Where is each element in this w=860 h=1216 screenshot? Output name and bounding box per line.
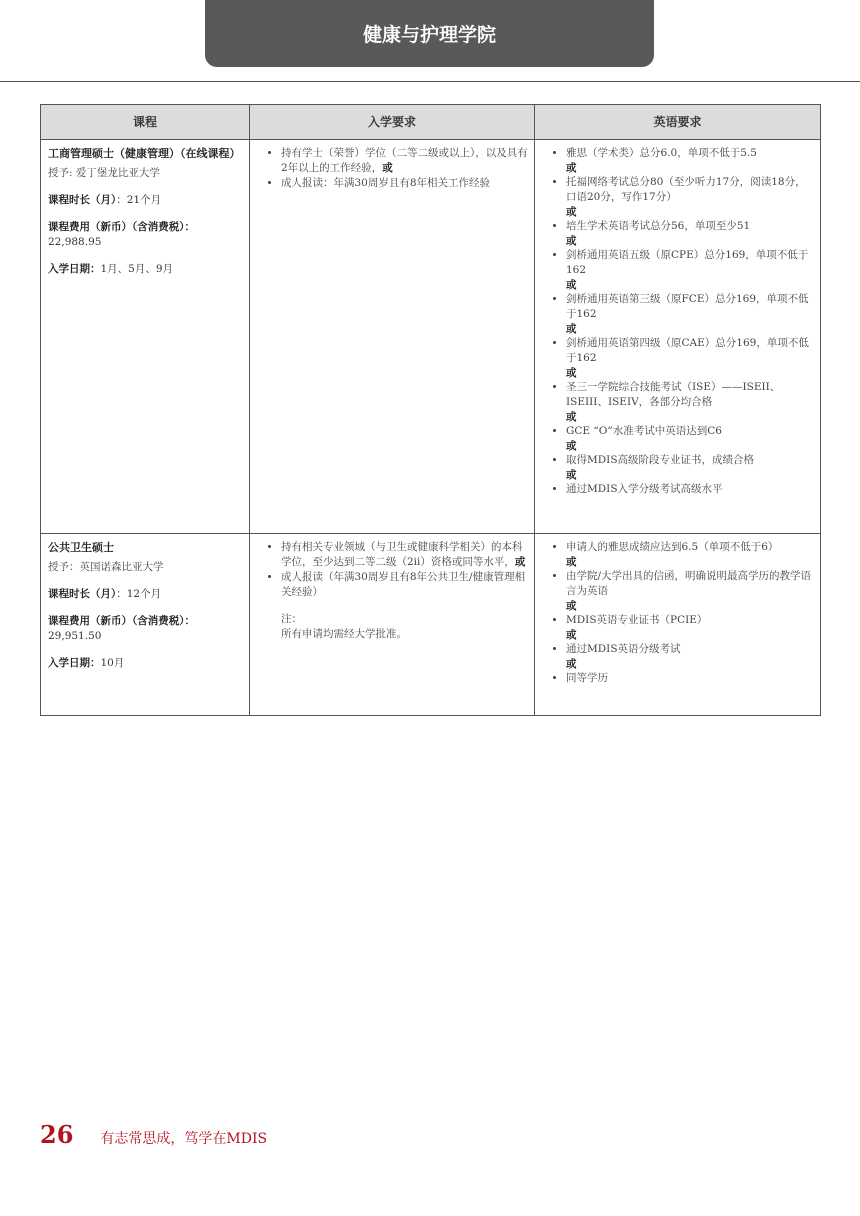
or-connector: 或 [514, 556, 526, 568]
list-item: • 剑桥通用英语第四级（原CAE）总分169，单项不低于162 [566, 336, 814, 366]
entry-requirements-cell [250, 534, 535, 716]
or-separator: 或 [566, 469, 577, 481]
list-item: • 取得MDIS高级阶段专业证书，成绩合格 [566, 453, 814, 468]
intake-value: 10月 [100, 657, 125, 669]
or-separator: 或 [566, 440, 577, 452]
footer-slogan: 有志常思成，笃学在MDIS [100, 1131, 268, 1147]
list-item: • 剑桥通用英语五级（原CPE）总分169，单项不低于162 [566, 248, 814, 278]
course-title: 工商管理硕士（健康管理）（在线课程） [48, 147, 241, 160]
or-separator: 或 [566, 411, 577, 423]
course-cell [41, 534, 250, 716]
list-item: • 剑桥通用英语第三级（原FCE）总分169，单项不低于162 [566, 292, 814, 322]
awarding-university: 授予: 爱丁堡龙比亚大学 [48, 167, 160, 179]
list-item [281, 540, 528, 570]
entry-requirements-list [257, 146, 528, 191]
list-item: • 雅思（学术类）总分6.0，单项不低于5.5 [566, 146, 814, 161]
requirement-text: 成人报读：年满30周岁且有8年相关工作经验 [281, 177, 491, 189]
list-item: • 由学院/大学出具的信函，明确说明最高学历的教学语言为英语 [566, 569, 814, 599]
column-header-course: 课程 [41, 105, 250, 140]
or-separator: 或 [566, 629, 577, 641]
course-cell [41, 140, 250, 534]
list-item: • GCE “O”水准考试中英语达到C6 [566, 424, 814, 439]
list-item: • 同等学历 [566, 671, 814, 686]
column-header-entry: 入学要求 [250, 105, 535, 140]
section-title: 健康与护理学院 [362, 24, 496, 46]
entry-requirements-list [257, 540, 528, 600]
list-item: • 托福网络考试总分80（至少听力17分，阅读18分，口语20分，写作17分） [566, 175, 814, 205]
fee-field [48, 220, 243, 250]
fee-label: 课程费用（新币）（含消费税）： [48, 221, 195, 233]
duration-field [48, 587, 243, 602]
requirement-text: 成人报读（年满30周岁且有8年公共卫生/健康管理相关经验） [281, 571, 526, 598]
english-requirements-cell [535, 140, 821, 534]
list-item: • 申请人的雅思成绩应达到6.5（单项不低于6） [566, 540, 814, 555]
fee-value: 29,951.50 [48, 630, 102, 642]
fee-value: 22,988.95 [48, 236, 102, 248]
or-separator: 或 [566, 162, 577, 174]
duration-value: ：21个月 [116, 194, 162, 206]
english-requirement [542, 540, 814, 555]
course-title: 公共卫生硕士 [48, 541, 114, 554]
duration-label: 课程时长（月） [48, 194, 117, 206]
approval-note [257, 612, 528, 642]
requirements-table [40, 104, 821, 716]
or-separator: 或 [566, 206, 577, 218]
table-row [41, 534, 821, 716]
note-label: 注： [281, 613, 302, 625]
duration-value: ：12个月 [116, 588, 162, 600]
intake-label: 入学日期： [48, 263, 101, 275]
english-requirement [542, 146, 814, 161]
duration-field [48, 193, 243, 208]
list-item [281, 176, 528, 191]
header-divider [0, 81, 860, 82]
requirement-text: 持有学士（荣誉）学位（二等二级或以上），以及具有2年以上的工作经验， [281, 147, 528, 174]
page-number: 26 [40, 1120, 74, 1149]
header-tab [205, 0, 654, 67]
or-separator: 或 [566, 367, 577, 379]
awarding-university: 授予：英国诺森比亚大学 [48, 561, 164, 573]
or-separator: 或 [566, 279, 577, 291]
english-requirement [542, 569, 814, 599]
english-requirements-cell [535, 534, 821, 716]
or-separator: 或 [566, 658, 577, 670]
list-item: • 圣三一学院综合技能考试（ISE）——ISEII、ISEIII、ISEIV，各部分均合格 [566, 380, 814, 410]
or-separator: 或 [566, 235, 577, 247]
table-row [41, 140, 821, 534]
page-footer [40, 1120, 267, 1149]
english-requirement [542, 424, 814, 439]
entry-requirements-cell [250, 140, 535, 534]
intake-field [48, 656, 243, 671]
english-requirement [542, 380, 814, 410]
or-separator: 或 [566, 600, 577, 612]
fee-field [48, 614, 243, 644]
column-header-english: 英语要求 [535, 105, 821, 140]
list-item [281, 570, 528, 600]
or-separator: 或 [566, 323, 577, 335]
or-connector: 或 [382, 162, 393, 174]
list-item: • MDIS英语专业证书（PCIE） [566, 613, 814, 628]
or-separator: 或 [566, 556, 577, 568]
list-item: • 培生学术英语考试总分56，单项至少51 [566, 219, 814, 234]
list-item: • 通过MDIS入学分级考试高级水平 [566, 482, 814, 497]
note-text: 所有申请均需经大学批准。 [281, 628, 407, 640]
duration-label: 课程时长（月） [48, 588, 117, 600]
english-requirement [542, 219, 814, 234]
english-requirement [542, 453, 814, 468]
intake-field [48, 262, 243, 277]
english-requirement [542, 336, 814, 366]
english-requirement [542, 613, 814, 628]
english-requirement [542, 175, 814, 205]
fee-label: 课程费用（新币）（含消费税）： [48, 615, 195, 627]
english-requirement [542, 642, 814, 657]
list-item: • 通过MDIS英语分级考试 [566, 642, 814, 657]
english-requirement [542, 482, 814, 497]
list-item [281, 146, 528, 176]
table-header-row [41, 105, 821, 140]
requirement-text: 持有相关专业领域（与卫生或健康科学相关）的本科学位，至少达到二等二级（2ii）资格或同等水平， [281, 541, 523, 568]
english-requirement [542, 292, 814, 322]
english-requirement [542, 671, 814, 686]
english-requirement [542, 248, 814, 278]
intake-value: 1月、5月、9月 [100, 263, 174, 275]
intake-label: 入学日期： [48, 657, 101, 669]
